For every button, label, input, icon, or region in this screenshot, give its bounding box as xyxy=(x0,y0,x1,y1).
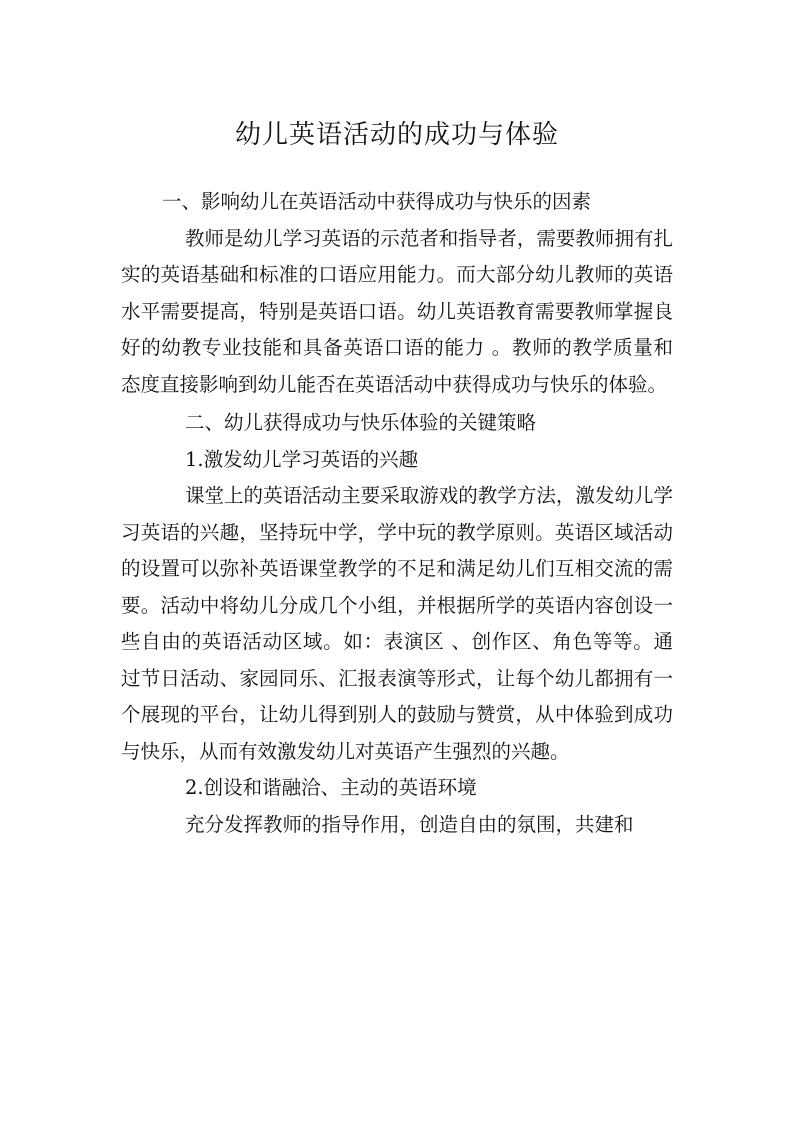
subsection-2-heading: 2.创设和谐融洽、主动的英语环境 xyxy=(185,776,477,799)
document-body xyxy=(121,184,673,843)
section-1-paragraph: 教师是幼儿学习英语的示范者和指导者，需要教师拥有扎实的英语基础和标准的口语应用能力。而大部分幼儿教师的英语水平需要提高，特别是英语口语。幼儿英语教育需要教师掌握良好的幼教专业技能和具备英语口语的能力 。教师的教学质量和态度直接影响到幼儿能否在英语活动中获得成功与快乐的体验。 xyxy=(121,226,673,396)
document-title: 幼儿英语活动的成功与体验 xyxy=(234,120,559,151)
section-2-heading: 二、幼儿获得成功与快乐体验的关键策略 xyxy=(185,411,537,434)
subsection-2-paragraph: 充分发挥教师的指导作用，创造自由的氛围，共建和 xyxy=(185,812,634,836)
section-1-heading: 一、影响幼儿在英语活动中获得成功与快乐的因素 xyxy=(162,190,592,213)
subsection-1-paragraph: 课堂上的英语活动主要采取游戏的教学方法，激发幼儿学习英语的兴趣，坚持玩中学，学中玩的教学原则。英语区域活动的设置可以弥补英语课堂教学的不足和满足幼儿们互相交流的需要。活动中将幼儿分成几个小组，并根据所学的英语内容创设一些自由的英语活动区域。如：表演区 、创作区、角色等等。通过节日活动、家园同乐、汇报表演等形式，让每个幼儿都拥有一个展现的平台，让幼儿得到别人的鼓励与赞赏，从中体验到成功与快乐，从而有效激发幼儿对英语产生强烈的兴趣。 xyxy=(121,484,673,763)
subsection-1-heading: 1.激发幼儿学习英语的兴趣 xyxy=(185,447,419,471)
